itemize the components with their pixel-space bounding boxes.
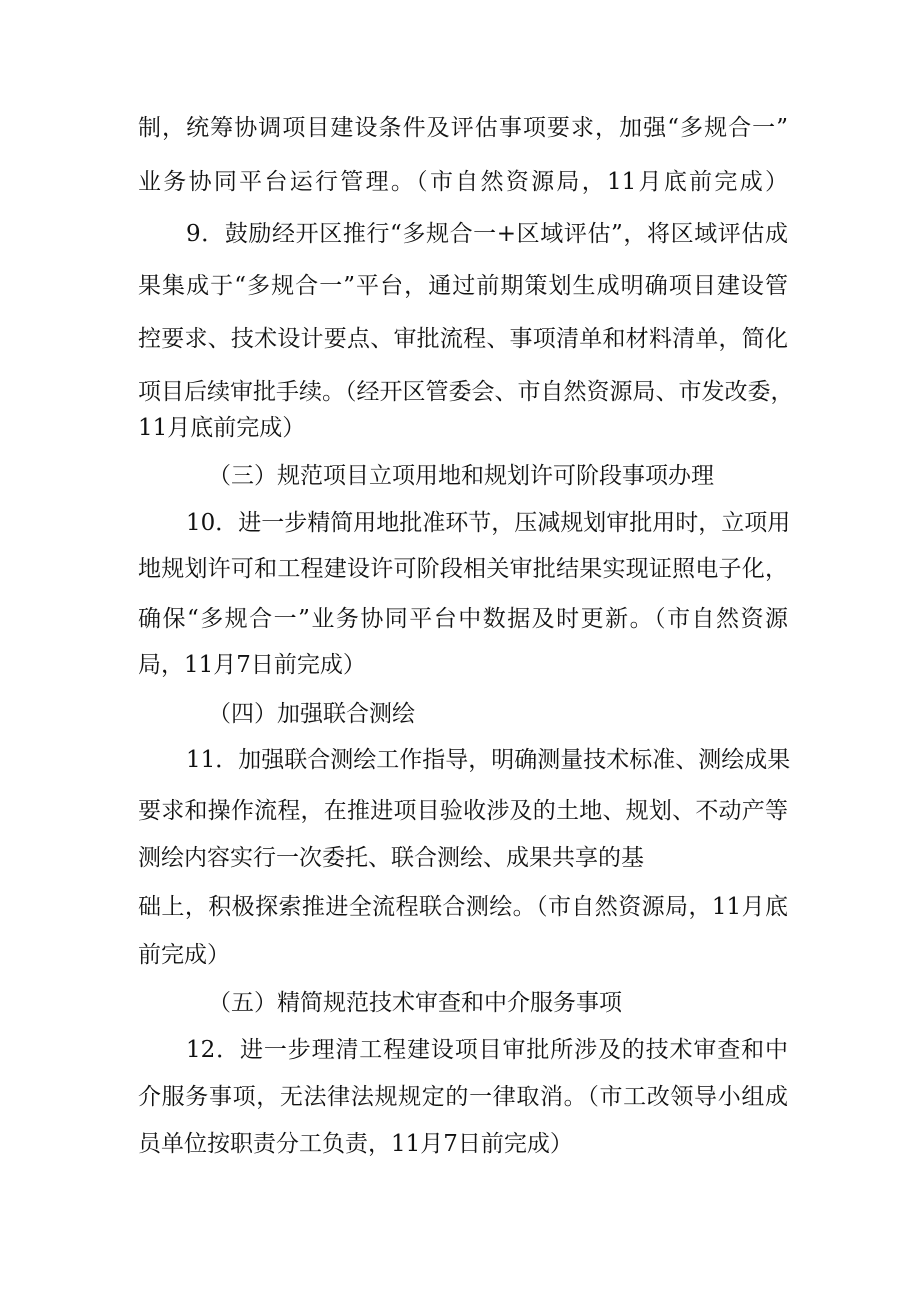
text-line: 地规划许可和工程建设许可阶段相关审批结果实现证照电子化， [138,556,788,582]
text-line: 控要求、技术设计要点、审批流程、事项清单和材料清单，简化 [138,326,788,352]
list-item-10: 10．进一步精简用地批准环节，压减规划审批用时，立项用 [186,510,791,536]
text-line: 11月底前完成） [138,415,306,441]
text-line: 局，11月7日前完成） [138,652,366,678]
text-line: 业务协同平台运行管理。（市自然资源局，11月底前完成） [138,169,788,195]
list-item-9: 9．鼓励经开区推行“多规合一+区域评估”，将区域评估成 [186,221,788,247]
text-line: 前完成） [138,942,230,968]
text-line: 础上，积极探索推进全流程联合测绘。（市自然资源局，11月底 [138,894,788,920]
section-heading-3: （三）规范项目立项用地和规划许可阶段事项办理 [208,463,714,489]
text-line: 果集成于“多规合一”平台，通过前期策划生成明确项目建设管 [138,273,788,299]
text-line: 确保“多规合一”业务协同平台中数据及时更新。（市自然资源 [138,606,788,632]
text-line: 项目后续审批手续。（经开区管委会、市自然资源局、市发改委， [138,379,794,405]
text-line: 要求和操作流程，在推进项目验收涉及的土地、规划、不动产等 [138,798,788,824]
section-heading-5: （五）精简规范技术审查和中介服务事项 [208,990,622,1016]
section-heading-4: （四）加强联合测绘 [208,701,415,727]
text-line: 介服务事项，无法律法规规定的一律取消。（市工改领导小组成 [138,1084,788,1110]
list-item-12: 12．进一步理清工程建设项目审批所涉及的技术审查和中 [186,1037,788,1063]
list-item-11: 11．加强联合测绘工作指导，明确测量技术标准、测绘成果 [186,747,791,773]
text-line: 制，统筹协调项目建设条件及评估事项要求，加强“多规合一” [138,115,788,141]
text-line: 测绘内容实行一次委托、联合测绘、成果共享的基 [138,845,644,871]
text-line: 员单位按职责分工负责，11月7日前完成） [138,1131,573,1157]
